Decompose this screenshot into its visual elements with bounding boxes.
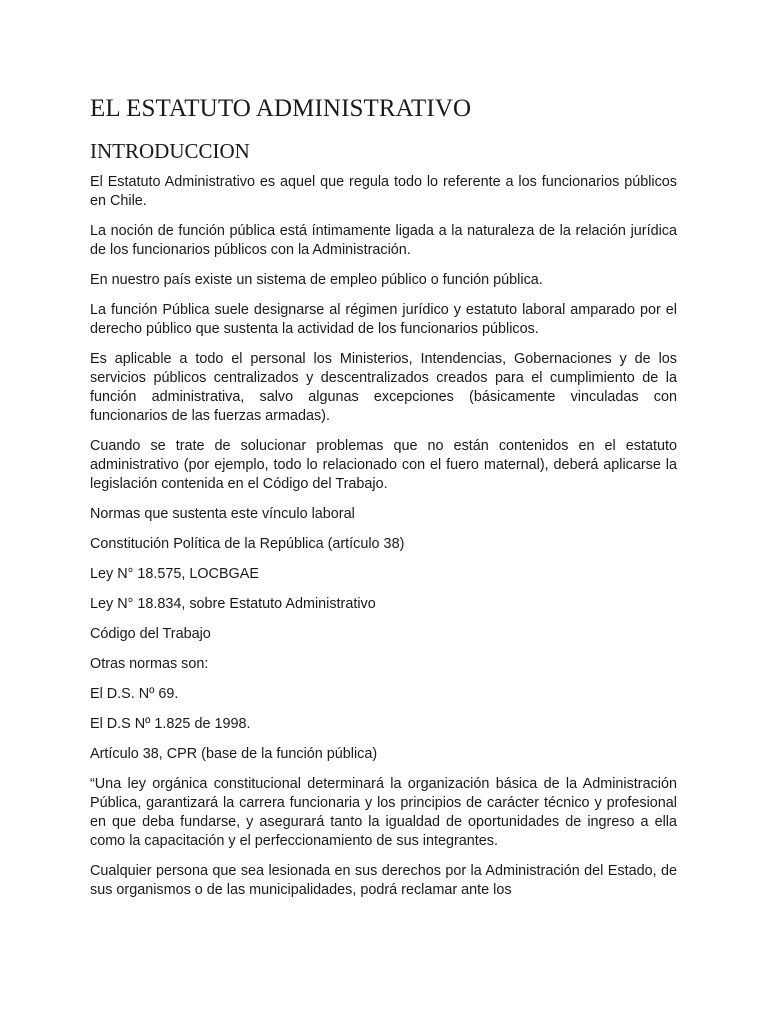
paragraph-regimen-juridico: La función Pública suele designarse al régimen jurídico y estatuto laboral amparado por el derecho público que sustenta la actividad de los funcionarios públicos. <box>90 302 677 337</box>
document-body <box>90 92 677 911</box>
paragraph-funcion-publica: La noción de función pública está íntimamente ligada a la naturaleza de la relación jurídica de los funcionarios públicos con la Administración. <box>90 223 677 258</box>
section-heading-introduccion: INTRODUCCION <box>90 139 250 163</box>
paragraph-normas-heading: Normas que sustenta este vínculo laboral <box>90 506 355 522</box>
list-item-ds-1825: El D.S Nº 1.825 de 1998. <box>90 716 251 732</box>
list-item-constitucion: Constitución Política de la República (artículo 38) <box>90 536 405 552</box>
list-item-ds-69: El D.S. Nº 69. <box>90 686 179 702</box>
paragraph-articulo-38: Artículo 38, CPR (base de la función pública) <box>90 746 378 762</box>
paragraph-codigo-trabajo: Cuando se trate de solucionar problemas que no están contenidos en el estatuto administrativo (por ejemplo, todo lo relacionado con el fuero maternal), deberá aplicarse la legislación contenida en el Código del Trabajo. <box>90 438 677 492</box>
paragraph-reclamar: Cualquier persona que sea lesionada en sus derechos por la Administración del Estado, de sus organismos o de las municipalidades, podrá reclamar ante los <box>90 863 677 898</box>
list-item-codigo-trabajo: Código del Trabajo <box>90 626 211 642</box>
paragraph-sistema-empleo: En nuestro país existe un sistema de empleo público o función pública. <box>90 272 543 288</box>
paragraph-otras-normas: Otras normas son: <box>90 656 209 672</box>
list-item-ley-18834: Ley N° 18.834, sobre Estatuto Administrativo <box>90 596 376 612</box>
document-title: EL ESTATUTO ADMINISTRATIVO <box>90 95 472 122</box>
paragraph-definition: El Estatuto Administrativo es aquel que regula todo lo referente a los funcionarios públicos en Chile. <box>90 174 677 209</box>
paragraph-aplicable: Es aplicable a todo el personal los Ministerios, Intendencias, Gobernaciones y de los servicios públicos centralizados y descentralizados creados para el cumplimiento de la función administrativa, salvo algunas excepciones (básicamente vinculadas con funcionarios de las fuerzas armadas). <box>90 351 677 424</box>
quote-ley-organica: “Una ley orgánica constitucional determinará la organización básica de la Administración Pública, garantizará la carrera funcionaria y los principios de carácter técnico y profesional en que deba fundarse, y asegurará tanto la igualdad de oportunidades de ingreso a ella como la capacitación y el perfeccionamiento de sus integrantes. <box>90 776 677 849</box>
list-item-ley-18575: Ley N° 18.575, LOCBGAE <box>90 566 259 582</box>
